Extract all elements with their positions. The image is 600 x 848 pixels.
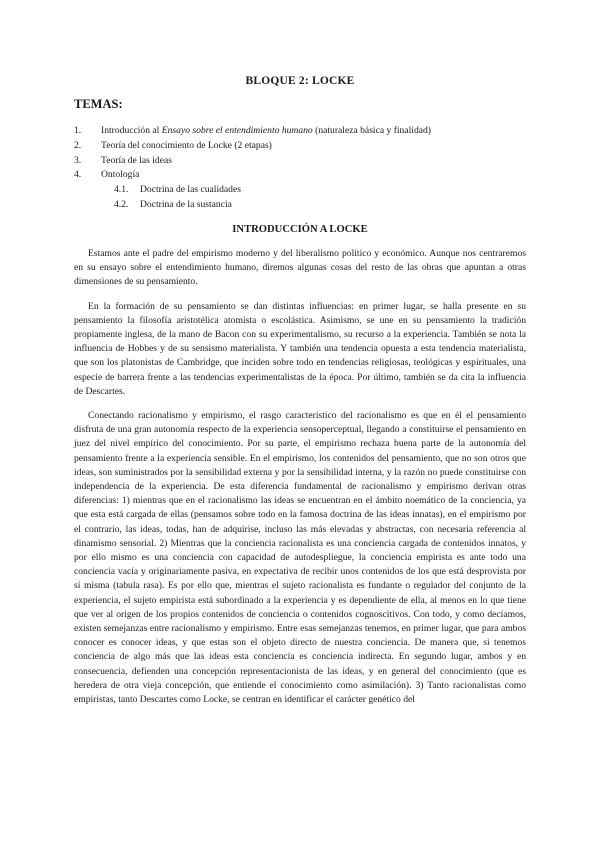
toc-number: 4.1. xyxy=(114,184,129,196)
toc-item-4-1 xyxy=(74,183,534,198)
toc-number: 3. xyxy=(74,154,82,166)
paragraph-1: Estamos ante el padre del empirismo moderno y del liberalismo político y económico. Aunque nos centraremos en su ensayo sobre el entendimiento humano, diremos algunas cosas del resto de las obras que apuntan a otras dimensiones de su pensamiento. xyxy=(74,248,526,288)
toc-text-before: Introducción al xyxy=(101,125,162,136)
toc-text-after: (naturaleza básica y finalidad) xyxy=(312,125,431,136)
toc-text: Ontología xyxy=(101,169,140,181)
toc-item-1 xyxy=(74,124,534,139)
toc-item-4-2 xyxy=(74,198,534,213)
body-text xyxy=(74,247,526,717)
temas-heading: TEMAS: xyxy=(74,97,123,111)
paragraph-2: En la formación de su pensamiento se dan distintas influencias: en primer lugar, se halla presente en su pensamiento la filosofía aristotélica atomista o escolástica. Asimismo, se une en su pensamiento la tradición propiamente inglesa, de la mano de Bacon con su experimentalismo, su recurso a la experiencia. También se nota la influencia de Hobbes y de su sensismo materialista. Y también una tendencia opuesta a esta tendencia materialista, que son los platonistas de Cambridge, que inciden sobre todo en tendencias religiosas, teológicas y espirituales, una especie de barrera frente a las tendencias experimentalistas de la época. Por último, también se da cita la influencia de Descartes. xyxy=(74,300,526,397)
toc-text: Teoría del conocimiento de Locke (2 etapas) xyxy=(101,139,272,151)
toc-number: 4.2. xyxy=(114,198,129,210)
toc-text: Doctrina de la sustancia xyxy=(140,198,232,210)
section-heading: INTRODUCCIÓN A LOCKE xyxy=(232,224,368,235)
toc-number: 1. xyxy=(74,125,82,136)
toc-number: 4. xyxy=(74,169,82,181)
toc-text-italic: Ensayo sobre el entendimiento humano xyxy=(161,125,313,136)
toc-text: Doctrina de las cualidades xyxy=(140,184,241,196)
table-of-contents xyxy=(74,124,534,213)
toc-text xyxy=(101,124,431,138)
toc-text: Teoría de las ideas xyxy=(101,154,172,166)
toc-item-2 xyxy=(74,139,534,154)
paragraph-3: Conectando racionalismo y empirismo, el rasgo característico del racionalismo es que en él el pensamiento disfruta de una gran autonomía respecto de la experiencia sensoperceptual, llegando a constituirse el pensamiento en juez del nivel empírico del conocimiento. Por su parte, el empirismo rechaza buena parte de la autonomía del pensamiento frente a la experiencia sensible. En el empirismo, los contenidos del pensamiento, que no son otros que ideas, son suministrados por la sensibilidad externa y por la sensibilidad interna, y la razón no puede constituirse con independencia de la experiencia. De esta diferencia fundamental de racionalismo y empirismo derivan otras diferencias: 1) mientras que en el racionalismo las ideas se encuentran en el ámbito noemático de la conciencia, ya que esta está cargada de ellas (pensamos sobre todo en la famosa doctrina de las ideas innatas), en el empirismo por el contrario, las ideas, todas, han de adquirise, incluso las más elevadas y abstractas, con necesaria referencia al dinamismo sensorial. 2) Mientras que la conciencia racionalista es una conciencia cargada de contenidos innatos, y por ello mismo es una conciencia con capacidad de autodespliegue, la conciencia empirista es ante todo una conciencia vacía y originariamente pasiva, en expectativa de recibir unos contenidos de los que está desprovista por sí misma (tabula rasa). Es por ello que, mientras el sujeto racionalista es fundante o regulador del conjunto de la experiencia, el sujeto empirista está subordinado a la experiencia y es dependiente de ella, al menos en lo que tiene que ver al origen de los propios contenidos de conciencia o contenidos cognoscitivos. Con todo, y como decíamos, existen semejanzas entre racionalismo y empirismo. Entre esas semejanzas tenemos, en primer lugar, que para ambos conocer es conocer ideas, y que estas son el objeto directo de nuestra conciencia. De manera que, si tenemos conciencia de algo más que las ideas esta conciencia es conciencia indirecta. En segundo lugar, ambos y en consecuencia, defienden una concepción representacionista de las ideas, y en general del conocimiento (que es heredera de otra vieja concepción, que entiende el conocimiento como asimilación). 3) Tanto racionalistas como empiristas, tanto Descartes como Locke, se centran en identificar el carácter genético del xyxy=(74,410,526,706)
toc-item-4 xyxy=(74,168,534,183)
document-title: BLOQUE 2: LOCKE xyxy=(245,75,355,87)
toc-item-3 xyxy=(74,154,534,169)
toc-number: 2. xyxy=(74,139,82,151)
